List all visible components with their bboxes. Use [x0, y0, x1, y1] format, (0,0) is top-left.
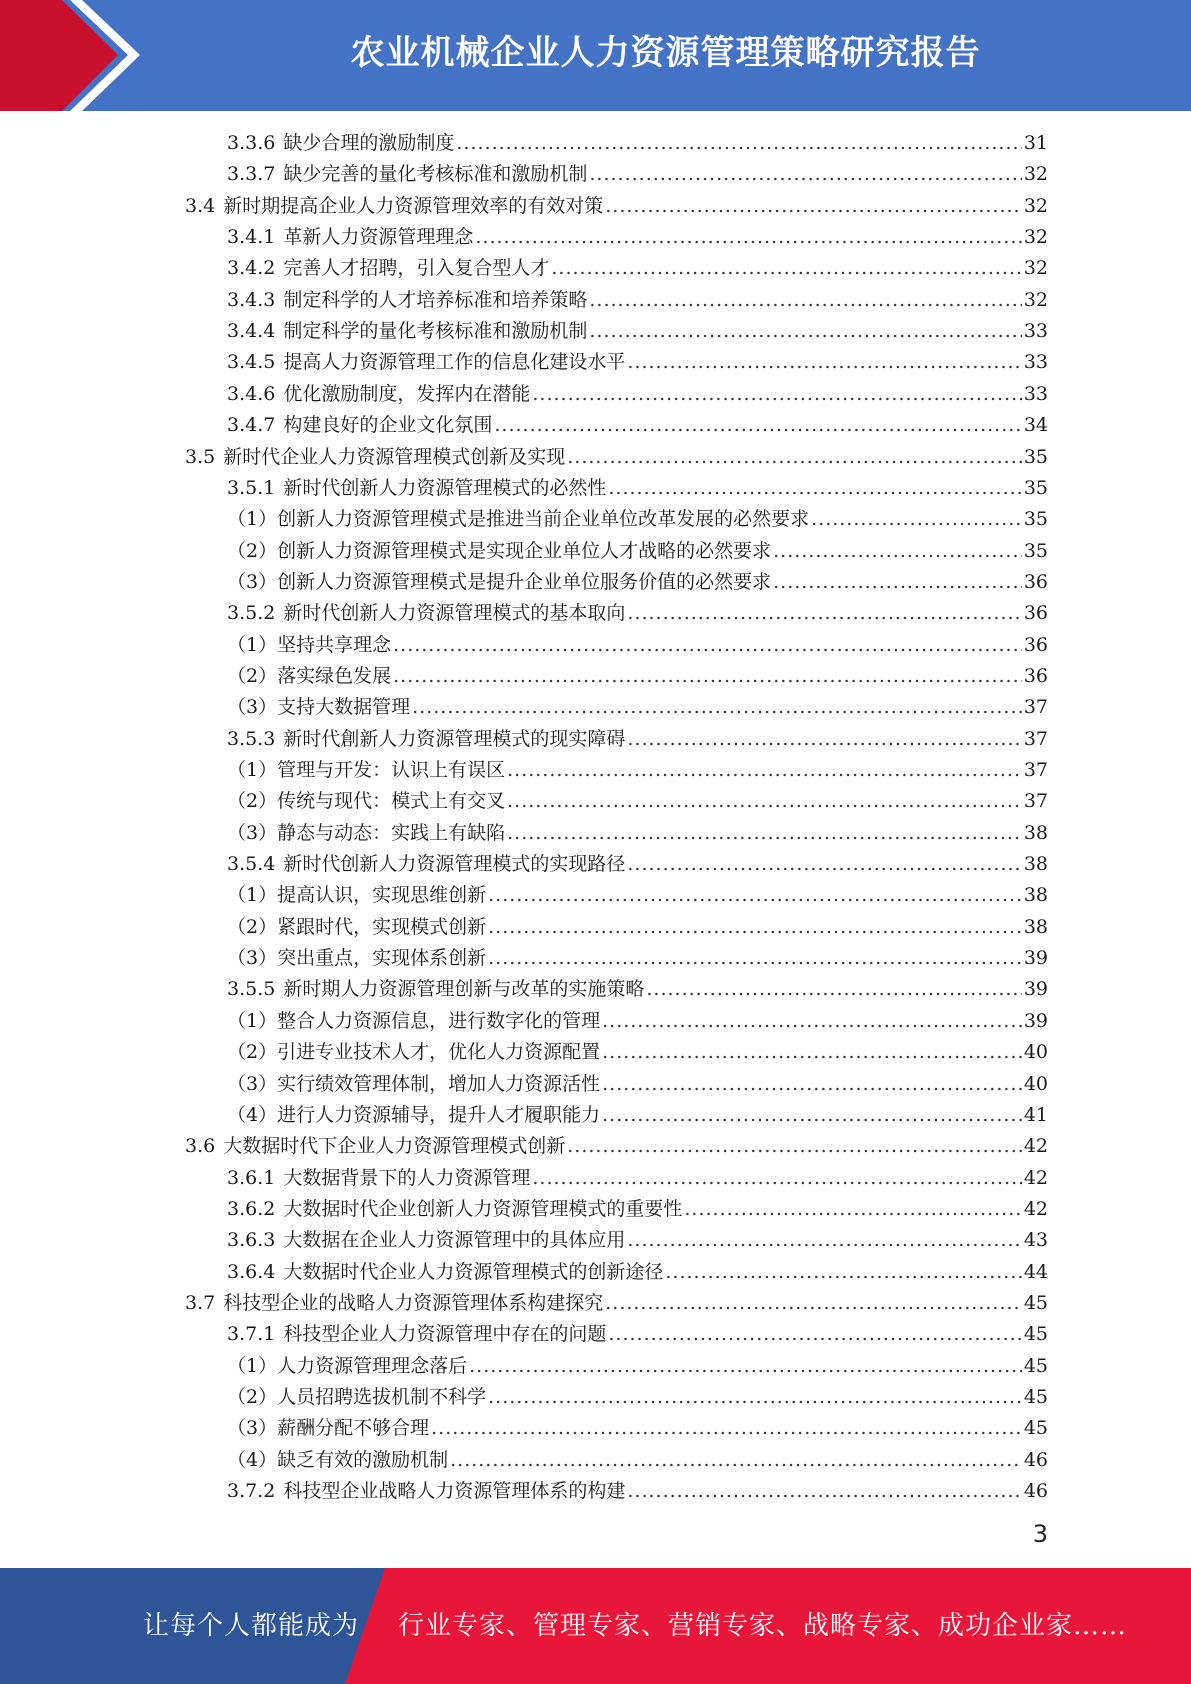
toc-entry-label: 大数据背景下的人力资源管理 [283, 1166, 531, 1189]
toc-entry[interactable] [227, 598, 1048, 629]
toc-entry-page: 35 [1023, 508, 1048, 531]
toc-entry-page: 35 [1023, 476, 1048, 499]
toc-dot-leader [567, 1131, 1022, 1162]
toc-entry[interactable] [227, 253, 1048, 284]
toc-entry-page: 43 [1023, 1229, 1048, 1252]
toc-entry-page: 35 [1023, 445, 1048, 468]
toc-entry-label: 新时代創新人力资源管理模式的现实障碍 [283, 727, 626, 750]
toc-entry-page: 46 [1023, 1448, 1048, 1471]
toc-dot-leader [627, 1476, 1021, 1507]
toc-entry[interactable] [227, 536, 1048, 567]
toc-entry-label: 提高人力资源管理工作的信息化建设水平 [283, 351, 626, 374]
toc-entry-page: 45 [1023, 1354, 1048, 1377]
toc-entry[interactable] [227, 222, 1048, 253]
toc-entry-page: 37 [1023, 790, 1048, 813]
toc-entry-number: （1） [227, 884, 278, 907]
toc-entry-label: 缺少完善的量化考核标准和激励机制 [283, 163, 588, 186]
toc-entry-number: （2） [227, 915, 278, 938]
toc-entry-number: （1） [227, 508, 278, 531]
toc-entry[interactable] [227, 1006, 1048, 1037]
toc-entry-page: 38 [1023, 884, 1048, 907]
toc-entry[interactable] [227, 818, 1048, 849]
toc-entry-label: 新时期提高企业人力资源管理效率的有效对策 [223, 194, 604, 217]
toc-entry-page: 42 [1023, 1166, 1048, 1189]
toc-entry[interactable] [227, 347, 1048, 378]
toc-entry[interactable] [185, 1131, 1048, 1162]
toc-dot-leader [605, 1288, 1022, 1319]
toc-entry-page: 32 [1023, 194, 1048, 217]
toc-entry-number: （1） [227, 759, 278, 781]
toc-dot-leader [773, 567, 1022, 598]
toc-entry-label: 管理与开发：认识上有误区 [277, 759, 506, 781]
toc-entry-label: 优化激励制度，发挥内在潜能 [283, 382, 531, 405]
toc-dot-leader [507, 818, 1022, 849]
toc-entry-label: 引进专业技术人才，优化人力资源配置 [277, 1041, 601, 1064]
toc-entry-page: 36 [1023, 633, 1048, 656]
toc-entry[interactable] [227, 1257, 1048, 1288]
toc-dot-leader [665, 1257, 1021, 1288]
toc-entry-label: 大数据时代企业人力资源管理模式的创新途径 [283, 1260, 664, 1283]
toc-entry-number: 3.6 [185, 1135, 216, 1158]
toc-entry-label: 薪酬分配不够合理 [277, 1417, 430, 1440]
toc-entry[interactable] [227, 724, 1048, 755]
toc-entry[interactable] [185, 442, 1048, 473]
toc-entry-number: （4） [227, 1448, 278, 1471]
toc-entry-number: 3.5.4 [227, 853, 276, 876]
toc-entry-label: 新时期人力资源管理创新与改革的实施策略 [283, 978, 645, 1001]
toc-entry-label: 进行人力资源辅导，提升人才履职能力 [277, 1103, 601, 1126]
toc-entry-page: 34 [1023, 414, 1048, 437]
toc-entry-page: 33 [1023, 351, 1048, 374]
toc-entry-label: 新时代创新人力资源管理模式的实现路径 [283, 853, 626, 876]
toc-dot-leader [450, 1445, 1022, 1476]
toc-entry-number: （3） [227, 947, 278, 970]
toc-entry-page: 36 [1023, 570, 1048, 593]
toc-dot-leader [811, 504, 1022, 535]
toc-dot-leader [488, 1382, 1022, 1413]
toc-dot-leader [627, 849, 1021, 880]
toc-entry[interactable] [227, 285, 1048, 316]
toc-entry[interactable] [227, 379, 1048, 410]
toc-entry-label: 完善人才招聘，引入复合型人才 [283, 257, 550, 280]
toc-entry[interactable] [227, 473, 1048, 504]
toc-entry-page: 45 [1023, 1417, 1048, 1440]
document-title: 农业机械企业人力资源管理策略研究报告 [350, 33, 981, 73]
toc-entry-label: 实行绩效管理体制，增加人力资源活性 [277, 1072, 601, 1095]
toc-entry-number: （4） [227, 1103, 278, 1126]
toc-dot-leader [532, 1163, 1021, 1194]
toc-entry-number: 3.4 [185, 194, 216, 217]
toc-entry-label: 创新人力资源管理模式是提升企业单位服务价值的必然要求 [277, 570, 772, 593]
toc-entry-label: 整合人力资源信息，进行数字化的管理 [277, 1009, 601, 1032]
toc-entry-page: 45 [1023, 1323, 1048, 1346]
toc-entry[interactable] [227, 1445, 1048, 1476]
toc-entry-number: 3.4.1 [227, 226, 276, 249]
toc-dot-leader [475, 222, 1021, 253]
toc-entry[interactable] [227, 159, 1048, 190]
toc-entry-number: （2） [227, 790, 278, 813]
toc-entry-label: 科技型企业战略人力资源管理体系的构建 [283, 1480, 626, 1503]
toc-entry-number: 3.5.3 [227, 727, 276, 750]
toc-entry-page: 37 [1023, 696, 1048, 719]
toc-entry-label: 大数据时代下企业人力资源管理模式创新 [223, 1135, 566, 1158]
toc-entry-page: 32 [1023, 288, 1048, 311]
toc-entry[interactable] [227, 316, 1048, 347]
toc-entry[interactable] [227, 943, 1048, 974]
toc-entry[interactable] [227, 1163, 1048, 1194]
toc-dot-leader [551, 253, 1021, 284]
toc-entry-number: （3） [227, 821, 278, 844]
toc-entry-label: 革新人力资源管理理念 [283, 226, 474, 249]
toc-entry[interactable] [227, 410, 1048, 441]
toc-entry[interactable] [227, 504, 1048, 535]
toc-entry-label: 创新人力资源管理模式是推进当前企业单位改革发展的必然要求 [277, 508, 810, 531]
chevron-decoration-icon [0, 0, 150, 111]
toc-entry-page: 41 [1023, 1103, 1048, 1126]
toc-entry[interactable] [227, 1194, 1048, 1225]
toc-dot-leader [469, 1351, 1022, 1382]
toc-entry[interactable] [227, 755, 1048, 786]
toc-entry-number: 3.5.1 [227, 476, 276, 499]
toc-entry-number: 3.6.3 [227, 1229, 276, 1252]
toc-dot-leader [608, 473, 1021, 504]
toc-entry-label: 提高认识，实现思维创新 [277, 884, 487, 907]
toc-entry-page: 37 [1023, 759, 1048, 781]
toc-entry-label: 缺乏有效的激励机制 [277, 1448, 449, 1471]
toc-entry-page: 32 [1023, 257, 1048, 280]
toc-dot-leader [602, 1069, 1022, 1100]
toc-entry-label: 科技型企业人力资源管理中存在的问题 [283, 1323, 607, 1346]
toc-entry-page: 31 [1023, 132, 1048, 154]
toc-dot-leader [567, 442, 1022, 473]
toc-entry-number: 3.7.1 [227, 1323, 276, 1346]
toc-dot-leader [608, 1319, 1021, 1350]
toc-entry-number: （1） [227, 1009, 278, 1032]
toc-entry[interactable] [227, 567, 1048, 598]
toc-entry-number: （3） [227, 1072, 278, 1095]
toc-entry[interactable] [185, 191, 1048, 222]
toc-dot-leader [684, 1194, 1021, 1225]
toc-entry[interactable] [227, 1319, 1048, 1350]
toc-dot-leader [589, 285, 1021, 316]
toc-entry[interactable] [227, 786, 1048, 817]
toc-entry[interactable] [227, 128, 1048, 159]
toc-entry-label: 紧跟时代，实现模式创新 [277, 915, 487, 938]
toc-entry-label: 构建良好的企业文化氛围 [283, 414, 493, 437]
toc-entry-number: 3.3.6 [227, 132, 276, 154]
toc-dot-leader [773, 536, 1022, 567]
page-footer [0, 1568, 1191, 1684]
toc-entry[interactable] [185, 1288, 1048, 1319]
toc-dot-leader [532, 379, 1021, 410]
toc-entry-label: 突出重点，实现体系创新 [277, 947, 487, 970]
toc-entry-page: 33 [1023, 320, 1048, 343]
toc-entry-label: 制定科学的量化考核标准和激励机制 [283, 320, 588, 343]
toc-entry-label: 制定科学的人才培养标准和培养策略 [283, 288, 588, 311]
toc-dot-leader [488, 912, 1022, 943]
toc-entry[interactable] [227, 1225, 1048, 1256]
toc-entry-page: 40 [1023, 1041, 1048, 1064]
toc-dot-leader [412, 692, 1022, 723]
toc-entry-label: 人力资源管理理念落后 [277, 1354, 468, 1377]
toc-entry-page: 37 [1023, 727, 1048, 750]
toc-entry[interactable] [227, 692, 1048, 723]
toc-dot-leader [602, 1037, 1022, 1068]
toc-entry-page: 40 [1023, 1072, 1048, 1095]
toc-entry-label: 新时代创新人力资源管理模式的必然性 [283, 476, 607, 499]
toc-entry-number: 3.5.2 [227, 602, 276, 625]
toc-entry-number: （2） [227, 1386, 278, 1408]
toc-entry-label: 新时代企业人力资源管理模式创新及实现 [223, 445, 566, 468]
toc-entry-label: 人员招聘选拔机制不科学 [277, 1386, 487, 1408]
toc-entry-label: 大数据时代企业创新人力资源管理模式的重要性 [283, 1197, 683, 1220]
toc-entry-number: （1） [227, 1354, 278, 1377]
toc-entry-page: 45 [1023, 1386, 1048, 1408]
toc-entry-page: 33 [1023, 382, 1048, 405]
toc-entry[interactable] [227, 1351, 1048, 1382]
toc-entry-label: 坚持共享理念 [277, 633, 392, 656]
toc-entry[interactable] [227, 1037, 1048, 1068]
toc-entry-page: 42 [1023, 1197, 1048, 1220]
toc-entry-label: 落实绿色发展 [277, 664, 392, 687]
toc-entry-page: 38 [1023, 821, 1048, 844]
toc-dot-leader [488, 880, 1022, 911]
toc-dot-leader [494, 410, 1021, 441]
toc-dot-leader [507, 786, 1022, 817]
toc-entry[interactable] [227, 912, 1048, 943]
toc-entry-number: 3.4.5 [227, 351, 276, 374]
toc-dot-leader [602, 1100, 1022, 1131]
toc-entry-page: 42 [1023, 1135, 1048, 1158]
toc-entry-number: （2） [227, 1041, 278, 1064]
toc-dot-leader [589, 316, 1021, 347]
page-number: 3 [1032, 1520, 1048, 1548]
toc-entry-number: （3） [227, 570, 278, 593]
toc-entry-number: （2） [227, 539, 278, 562]
toc-dot-leader [627, 598, 1021, 629]
toc-entry-page: 46 [1023, 1480, 1048, 1503]
toc-entry-page: 39 [1023, 978, 1048, 1001]
toc-dot-leader [589, 159, 1021, 190]
toc-entry-number: 3.4.4 [227, 320, 276, 343]
toc-entry-number: 3.6.2 [227, 1197, 276, 1220]
toc-entry[interactable] [227, 630, 1048, 661]
toc-entry[interactable] [227, 1100, 1048, 1131]
toc-dot-leader [431, 1413, 1022, 1444]
toc-entry-page: 32 [1023, 226, 1048, 249]
toc-entry-page: 39 [1023, 947, 1048, 970]
toc-entry-number: 3.6.1 [227, 1166, 276, 1189]
toc-entry-number: 3.7 [185, 1291, 216, 1314]
toc-entry-label: 静态与动态：实践上有缺陷 [277, 821, 506, 844]
toc-entry[interactable] [227, 849, 1048, 880]
footer-slogan-right: 行业专家、管理专家、营销专家、战略专家、成功企业家…… [398, 1611, 1128, 1641]
toc-entry[interactable] [227, 1476, 1048, 1507]
toc-entry-page: 36 [1023, 602, 1048, 625]
toc-entry-label: 创新人力资源管理模式是实现企业单位人才战略的必然要求 [277, 539, 772, 562]
toc-entry[interactable] [227, 1413, 1048, 1444]
toc-entry-number: 3.4.7 [227, 414, 276, 437]
page-header [0, 0, 1191, 111]
toc-entry-number: 3.4.6 [227, 382, 276, 405]
footer-slogan-left: 让每个人都能成为 [143, 1611, 360, 1641]
toc-entry[interactable] [227, 974, 1048, 1005]
toc-dot-leader [393, 630, 1022, 661]
toc-entry-number: （1） [227, 633, 278, 656]
toc-entry-number: 3.5.5 [227, 978, 276, 1001]
toc-entry-label: 缺少合理的激励制度 [283, 132, 455, 154]
toc-entry[interactable] [227, 1069, 1048, 1100]
toc-entry-label: 传统与现代：模式上有交叉 [277, 790, 506, 813]
toc-entry-page: 36 [1023, 664, 1048, 687]
toc-dot-leader [646, 974, 1021, 1005]
toc-dot-leader [602, 1006, 1022, 1037]
toc-entry-page: 38 [1023, 915, 1048, 938]
toc-dot-leader [507, 755, 1022, 786]
toc-entry[interactable] [227, 880, 1048, 911]
toc-dot-leader [488, 943, 1022, 974]
toc-entry-number: （3） [227, 1417, 278, 1440]
toc-dot-leader [393, 661, 1022, 692]
toc-entry-label: 科技型企业的战略人力资源管理体系构建探究 [223, 1291, 604, 1314]
toc-entry-number: 3.4.3 [227, 288, 276, 311]
toc-entry-number: 3.3.7 [227, 163, 276, 186]
toc-entry-page: 35 [1023, 539, 1048, 562]
toc-dot-leader [627, 347, 1021, 378]
toc-entry-page: 44 [1023, 1260, 1048, 1283]
toc-dot-leader [456, 128, 1021, 159]
toc-entry-number: （2） [227, 664, 278, 687]
toc-dot-leader [605, 191, 1022, 222]
toc-entry-number: 3.5 [185, 445, 216, 468]
toc-entry-page: 38 [1023, 853, 1048, 876]
toc-entry-number: 3.7.2 [227, 1480, 276, 1503]
toc-entry-number: 3.4.2 [227, 257, 276, 280]
toc-entry-number: 3.6.4 [227, 1260, 276, 1283]
toc-entry-page: 32 [1023, 163, 1048, 186]
toc-entry-label: 新时代创新人力资源管理模式的基本取向 [283, 602, 626, 625]
toc-entry[interactable] [227, 661, 1048, 692]
toc-dot-leader [627, 724, 1021, 755]
toc-entry[interactable] [227, 1382, 1048, 1413]
toc-entry-page: 39 [1023, 1009, 1048, 1032]
toc-entry-label: 大数据在企业人力资源管理中的具体应用 [283, 1229, 626, 1252]
toc-dot-leader [627, 1225, 1021, 1256]
toc-entry-number: （3） [227, 696, 278, 719]
toc-entry-label: 支持大数据管理 [277, 696, 411, 719]
toc-entry-page: 45 [1023, 1291, 1048, 1314]
